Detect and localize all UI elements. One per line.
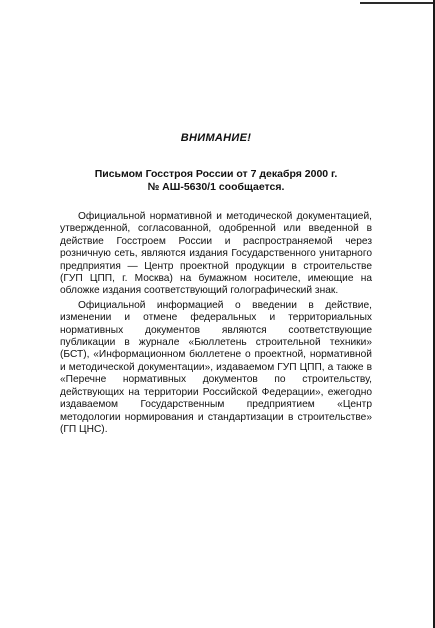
paragraph-official-documentation: Официальной нормативной и методической документацией, утвержденной, согласованной, одобренной или введенной в действие Госстроем России и распространяемой через розничную сеть, являются издания Государственного унитарного предприятия — Центр проектной продукции в строительстве (ГУП ЦПП, г. Москва) на бумажном носителе, имеющие на обложке издания соответствующий голографический знак. — [60, 211, 372, 297]
notice-reference — [60, 168, 372, 194]
document-heading: ВНИМАНИЕ! — [180, 132, 252, 144]
document-page — [60, 132, 372, 438]
notice-line-1: Письмом Госстроя России от 7 декабря 2000 г. — [94, 168, 338, 180]
notice-line-2: № АШ-5630/1 сообщается. — [147, 181, 285, 193]
paragraph-official-information: Официальной информацией о введении в действие, изменении и отмене федеральных и территориальных нормативных документов являются соответствующие публикации в журнале «Бюллетень строительной техники» (БСТ), «Информационном бюллетене о проектной, нормативной и методической документации», издаваемом ГУП ЦПП, а также в «Перечне нормативных документов по строительству, действующих на территории Российской Федерации», ежегодно издаваемом Государственным предприятием «Центр методологии нормирования и стандартизации в строительстве» (ГП ЦНС). — [60, 299, 372, 435]
scan-edge-top — [360, 2, 435, 4]
